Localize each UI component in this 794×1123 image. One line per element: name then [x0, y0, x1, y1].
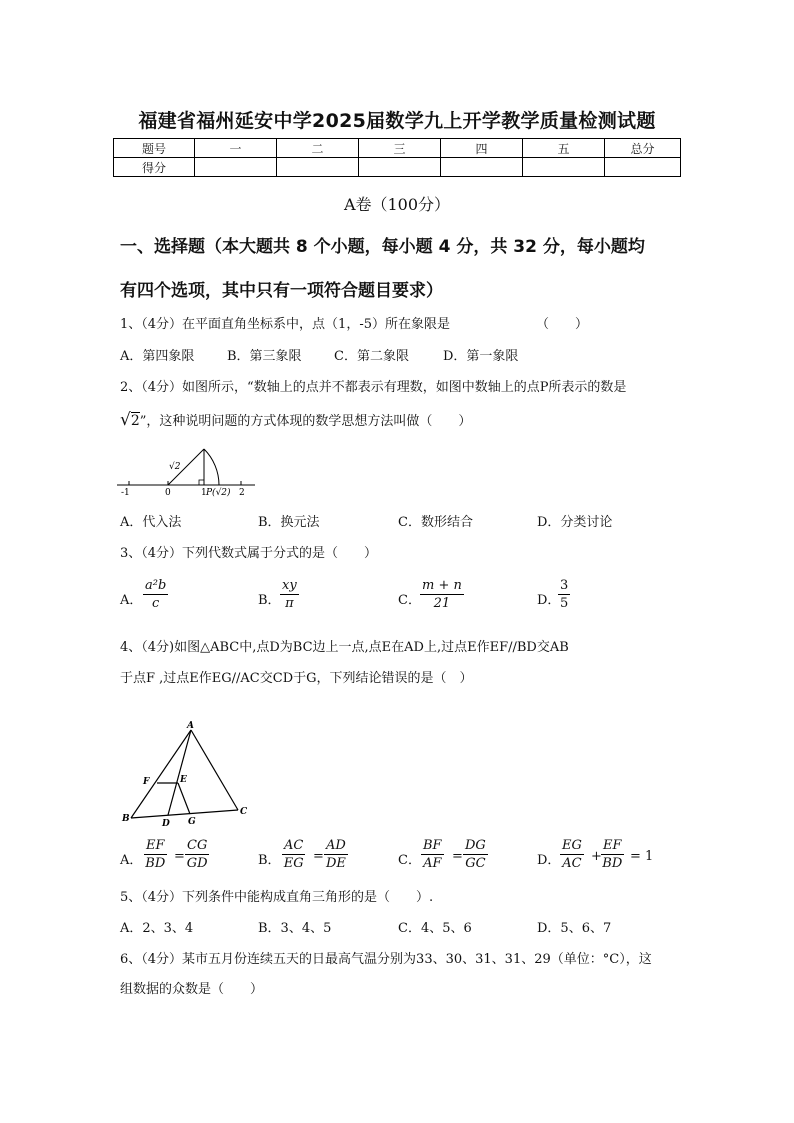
fraction-numerator: BF: [423, 838, 442, 853]
q4-option-a-letter: A．: [120, 853, 143, 868]
q4-a-operator: =: [174, 849, 185, 864]
page-title: 福建省福州延安中学2025届数学九上开学教学质量检测试题: [138, 110, 656, 132]
score-cell[interactable]: [605, 158, 681, 177]
point-label-e: E: [180, 775, 187, 785]
score-table: [113, 138, 681, 177]
q4-b-operator: =: [313, 849, 324, 864]
fraction-denominator: c: [152, 596, 160, 611]
number-line-figure: [115, 443, 265, 499]
fraction-numerator: DG: [465, 838, 486, 853]
vertex-label-a: A: [187, 721, 194, 731]
part1-heading-line1: 一、选择题（本大题共 8 个小题，每小题 4 分，共 32 分，每小题均: [120, 237, 645, 257]
q1-option-a: A．第四象限: [120, 349, 195, 364]
q4-a-right-fraction: [185, 838, 209, 871]
tick-label-neg1: -1: [121, 488, 130, 498]
q2-option-b: B．换元法: [258, 515, 320, 530]
part1-heading-line2: 有四个选项，其中只有一项符合题目要求）: [120, 281, 443, 301]
fraction-numerator: AC: [284, 838, 304, 853]
q5-option-b: B．3、4、5: [258, 921, 332, 936]
q3-option-b-letter: B．: [258, 593, 281, 608]
q6-stem-line2: 组数据的众数是（ ）: [120, 982, 264, 997]
fraction-denominator: DE: [325, 856, 346, 871]
vertex-label-c: C: [240, 807, 248, 817]
q4-d-right-fraction: [601, 838, 624, 871]
fraction-numerator: m + n: [422, 578, 462, 593]
fraction-numerator: xy: [282, 578, 297, 593]
score-cell[interactable]: [195, 158, 277, 177]
fraction-numerator: a²b: [145, 578, 167, 593]
score-header-cell: 五: [523, 139, 605, 158]
fraction-numerator: EG: [562, 838, 582, 853]
q5-option-d: D．5、6、7: [537, 921, 612, 936]
fraction-numerator: CG: [187, 838, 208, 853]
score-table-score-row: [114, 158, 681, 177]
q2-stem-line2-text: ”，这种说明问题的方式体现的数学思想方法叫做（ ）: [139, 414, 472, 429]
q4-a-left-fraction: [144, 838, 167, 871]
section-a-heading: A卷（100分）: [343, 195, 451, 214]
q4-c-operator: =: [452, 849, 463, 864]
fraction-denominator: GD: [186, 856, 208, 871]
q4-d-left-fraction: [560, 838, 584, 871]
q1-option-c: C．第二象限: [334, 349, 409, 364]
q5-option-c: C．4、5、6: [398, 921, 472, 936]
q4-stem-line1: 4、（4分)如图△ABC中,点D为BC边上一点,点E在AD上,过点E作EF//BD交AB: [120, 640, 569, 655]
hypotenuse-label: √2: [169, 462, 181, 472]
q4-d-rhs: = 1: [630, 849, 654, 864]
score-table-header-row: [114, 139, 681, 158]
q4-option-d-letter: D．: [537, 853, 561, 868]
q1-stem: 1、（4分）在平面直角坐标系中，点（1，-5）所在象限是: [120, 317, 450, 332]
score-cell[interactable]: [441, 158, 523, 177]
fraction-denominator: BD: [602, 856, 623, 871]
q3-option-b-fraction: [280, 578, 299, 611]
score-header-cell: 一: [195, 139, 277, 158]
q3-option-c-fraction: [420, 578, 464, 611]
sqrt-symbol: √: [120, 410, 131, 430]
fraction-denominator: GC: [465, 856, 486, 871]
score-cell[interactable]: [359, 158, 441, 177]
q3-option-a-letter: A．: [120, 593, 143, 608]
q3-option-d-fraction: [558, 578, 570, 611]
fraction-numerator: 3: [560, 578, 569, 593]
score-cell[interactable]: [523, 158, 605, 177]
q1-option-d: D．第一象限: [443, 349, 519, 364]
q4-b-right-fraction: [324, 838, 348, 871]
tick-label-1: 1: [201, 488, 207, 498]
fraction-denominator: BD: [145, 856, 166, 871]
q5-option-a: A．2、3、4: [120, 921, 194, 936]
score-header-cell: 二: [277, 139, 359, 158]
q3-option-c-letter: C．: [398, 593, 421, 608]
q4-option-c-letter: C．: [398, 853, 421, 868]
fraction-denominator: AF: [423, 856, 442, 871]
q1-answer-paren: （ ）: [536, 317, 589, 332]
point-label-f: F: [143, 777, 150, 787]
score-cell[interactable]: [277, 158, 359, 177]
q4-stem-line2: 于点F ,过点E作EG//AC交CD于G，下列结论错误的是（ ）: [120, 671, 473, 686]
triangle-figure: [118, 718, 258, 830]
score-row-label: 得分: [114, 158, 195, 177]
q2-option-c: C．数形结合: [398, 515, 473, 530]
vertex-label-b: B: [122, 814, 130, 824]
q4-c-left-fraction: [421, 838, 444, 871]
tick-label-2: 2: [239, 488, 245, 498]
q4-b-left-fraction: [282, 838, 305, 871]
tick-label-0: 0: [165, 488, 171, 498]
q4-c-right-fraction: [463, 838, 488, 871]
q2-option-d: D．分类讨论: [537, 515, 613, 530]
fraction-denominator: EG: [283, 856, 304, 871]
fraction-denominator: π: [285, 596, 294, 611]
fraction-numerator: EF: [146, 838, 165, 853]
q4-d-operator: +: [591, 849, 602, 864]
sqrt-radicand: 2: [130, 413, 140, 429]
q5-stem: 5、（4分）下列条件中能构成直角三角形的是（ ）.: [120, 890, 434, 905]
point-label-d: D: [162, 819, 170, 829]
q1-option-b: B．第三象限: [227, 349, 302, 364]
fraction-denominator: AC: [562, 856, 582, 871]
q2-stem-line2: [120, 410, 471, 430]
score-header-cell: 三: [359, 139, 441, 158]
q4-option-b-letter: B．: [258, 853, 281, 868]
q2-stem-line1: 2、（4分）如图所示，“数轴上的点并不都表示有理数，如图中数轴上的点P所表示的数是: [120, 380, 627, 395]
point-p-label: P(√2): [206, 488, 231, 498]
fraction-numerator: AD: [326, 838, 346, 853]
q2-option-a: A．代入法: [120, 515, 182, 530]
q3-stem: 3、（4分）下列代数式属于分式的是（ ）: [120, 546, 378, 561]
score-header-cell: 总分: [605, 139, 681, 158]
fraction-numerator: EF: [603, 838, 622, 853]
q3-option-a-fraction: [143, 578, 168, 611]
fraction-denominator: 5: [560, 596, 569, 611]
fraction-denominator: 21: [433, 596, 451, 611]
score-header-cell: 题号: [114, 139, 195, 158]
score-header-cell: 四: [441, 139, 523, 158]
q3-option-d-letter: D．: [537, 593, 561, 608]
point-label-g: G: [188, 817, 196, 827]
q6-stem-line1: 6、（4分）某市五月份连续五天的日最高气温分别为33、30、31、31、29（单位：°C），这: [120, 952, 652, 967]
